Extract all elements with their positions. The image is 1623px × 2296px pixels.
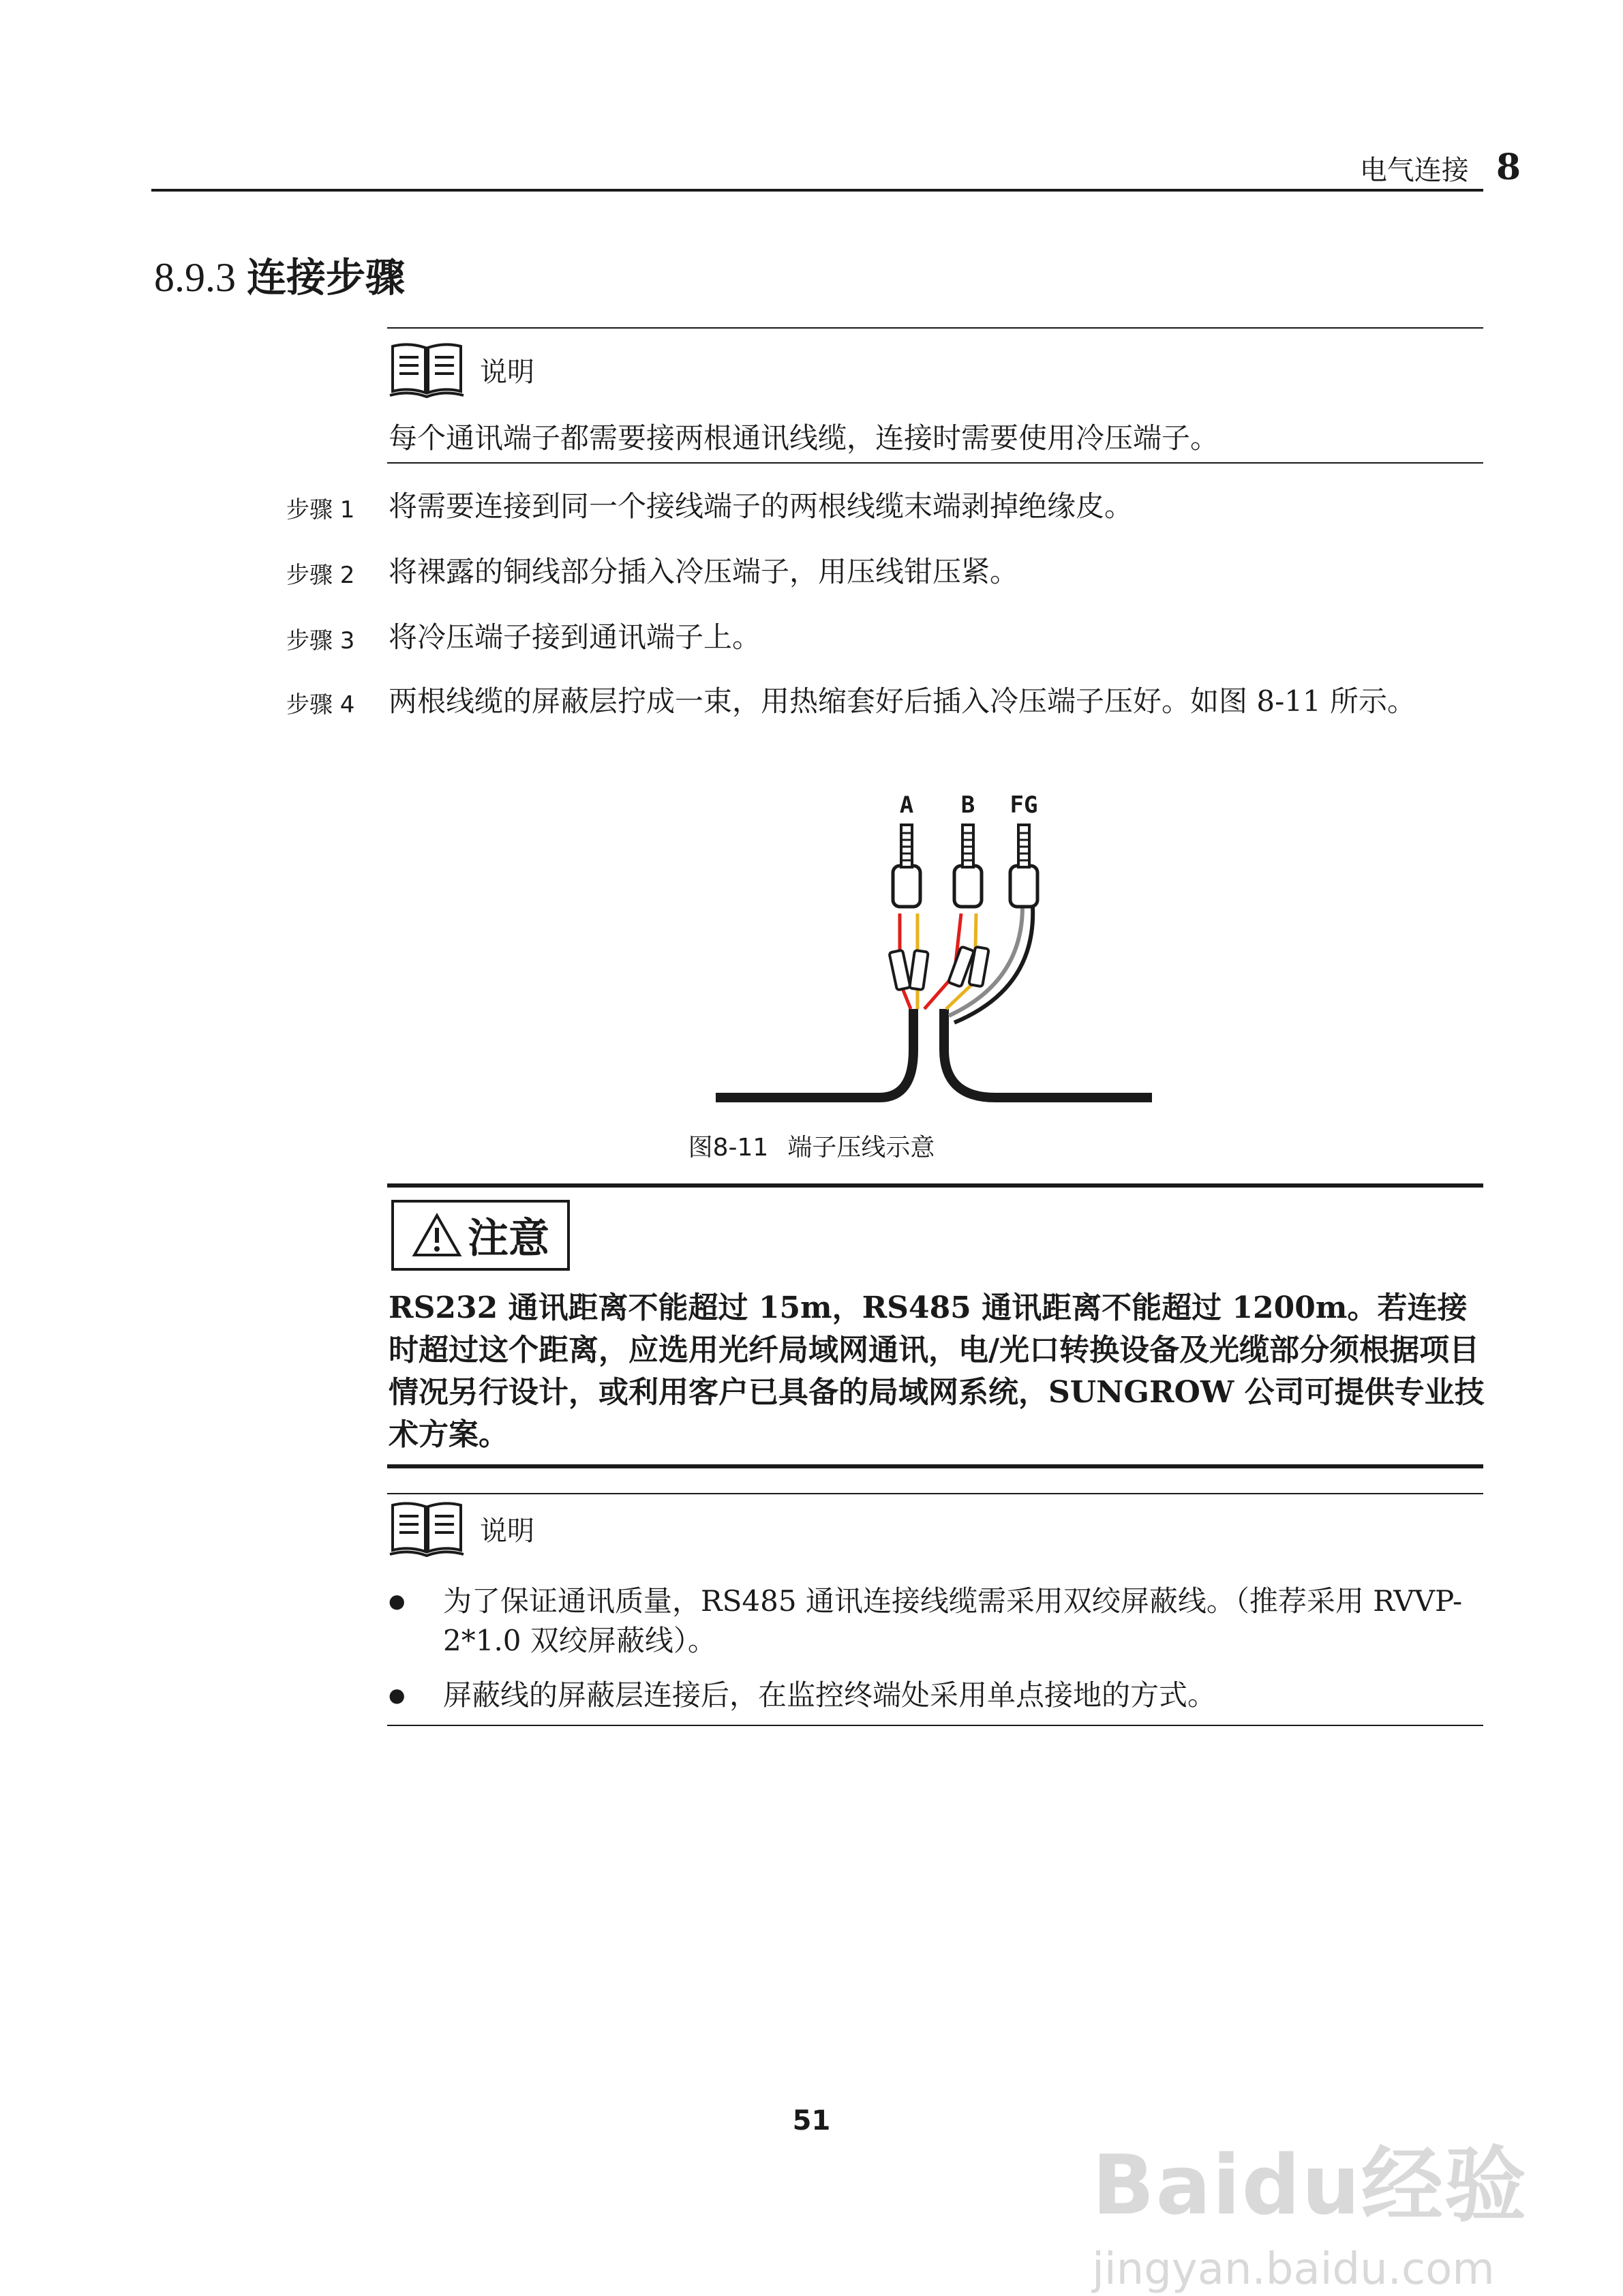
step-1	[286, 485, 1479, 528]
header-rule	[151, 189, 1483, 192]
terminal-label-fg: FG	[1010, 791, 1038, 819]
step-text: 将冷压端子接到通讯端子上。	[389, 620, 761, 654]
figure-number: 图8-11	[688, 1134, 769, 1162]
book-icon	[389, 1500, 465, 1557]
step-label: 步骤 3	[286, 627, 355, 654]
caution-badge	[391, 1200, 570, 1271]
list-item: ● 为了保证通讯质量，RS485 通讯连接线缆需采用双绞屏蔽线。（推荐采用 RVVP-2*1.0 双绞屏蔽线）。	[389, 1582, 1486, 1661]
chapter-title: 电气连接	[1359, 155, 1469, 186]
watermark-url: jingyan.baidu.com	[1092, 2244, 1495, 2295]
warning-triangle-icon	[412, 1213, 462, 1258]
step-text: 将裸露的铜线部分插入冷压端子，用压线钳压紧。	[389, 555, 1019, 588]
crimp-terminal-b	[954, 825, 982, 907]
note-header	[389, 341, 534, 398]
terminal-label-b: B	[960, 791, 975, 819]
terminal-crimp-diagram	[709, 777, 1159, 1118]
caution-text: RS232 通讯距离不能超过 15m，RS485 通讯距离不能超过 1200m。若连接时超过这个距离，应选用光纤局域网通讯，电/光口转换设备及光缆部分须根据项目情况另行设计，或利用客户已具备的局域网系统，SUNGROW 公司可提供专业技术方案。	[389, 1290, 1485, 1452]
step-4	[286, 680, 1479, 723]
note-text: 每个通讯端子都需要接两根通讯线缆，连接时需要使用冷压端子。	[389, 421, 1219, 455]
crimp-terminal-a	[893, 825, 920, 907]
running-header	[1360, 147, 1521, 188]
caution-bottom-rule	[387, 1464, 1483, 1468]
note-header	[389, 1500, 534, 1557]
book-icon	[389, 341, 465, 398]
note-bottom-rule	[387, 462, 1483, 464]
note-bullet-list	[389, 1582, 1486, 1730]
terminal-label-a: A	[899, 791, 914, 819]
section-title	[154, 245, 405, 303]
step-3	[286, 616, 1479, 659]
crimp-terminal-fg	[1010, 825, 1037, 907]
note-label: 说明	[480, 356, 534, 388]
page-number: 51	[792, 2105, 831, 2136]
step-text: 两根线缆的屏蔽层拧成一束，用热缩套好后插入冷压端子压好。如图 8-11 所示。	[389, 684, 1416, 718]
note-top-rule	[387, 327, 1483, 329]
cable-right	[944, 1009, 1152, 1098]
step-label: 步骤 4	[286, 691, 355, 719]
watermark	[1092, 2120, 1528, 2295]
step-text: 将需要连接到同一个接线端子的两根线缆末端剥掉绝缘皮。	[389, 489, 1134, 523]
note-top-rule	[387, 1493, 1483, 1494]
figure-caption	[0, 1128, 1623, 1163]
step-label: 步骤 1	[286, 496, 355, 524]
note-label: 说明	[480, 1515, 534, 1547]
section-title-text: 连接步骤	[247, 254, 406, 301]
caution-label: 注意	[468, 1215, 549, 1263]
note-bottom-rule	[387, 1725, 1483, 1726]
caution-top-rule	[387, 1183, 1483, 1188]
chapter-number: 8	[1496, 147, 1521, 188]
step-2	[286, 551, 1479, 593]
list-item: ● 屏蔽线的屏蔽层连接后，在监控终端处采用单点接地的方式。	[389, 1676, 1486, 1715]
figure-caption-text: 端子压线示意	[787, 1134, 935, 1162]
sleeve	[909, 950, 928, 990]
section-number: 8.9.3	[154, 255, 236, 300]
cable-left	[716, 1009, 913, 1098]
sleeve	[889, 950, 910, 991]
step-label: 步骤 2	[286, 562, 355, 589]
watermark-logo-text: Baidu经验	[1092, 2139, 1528, 2233]
